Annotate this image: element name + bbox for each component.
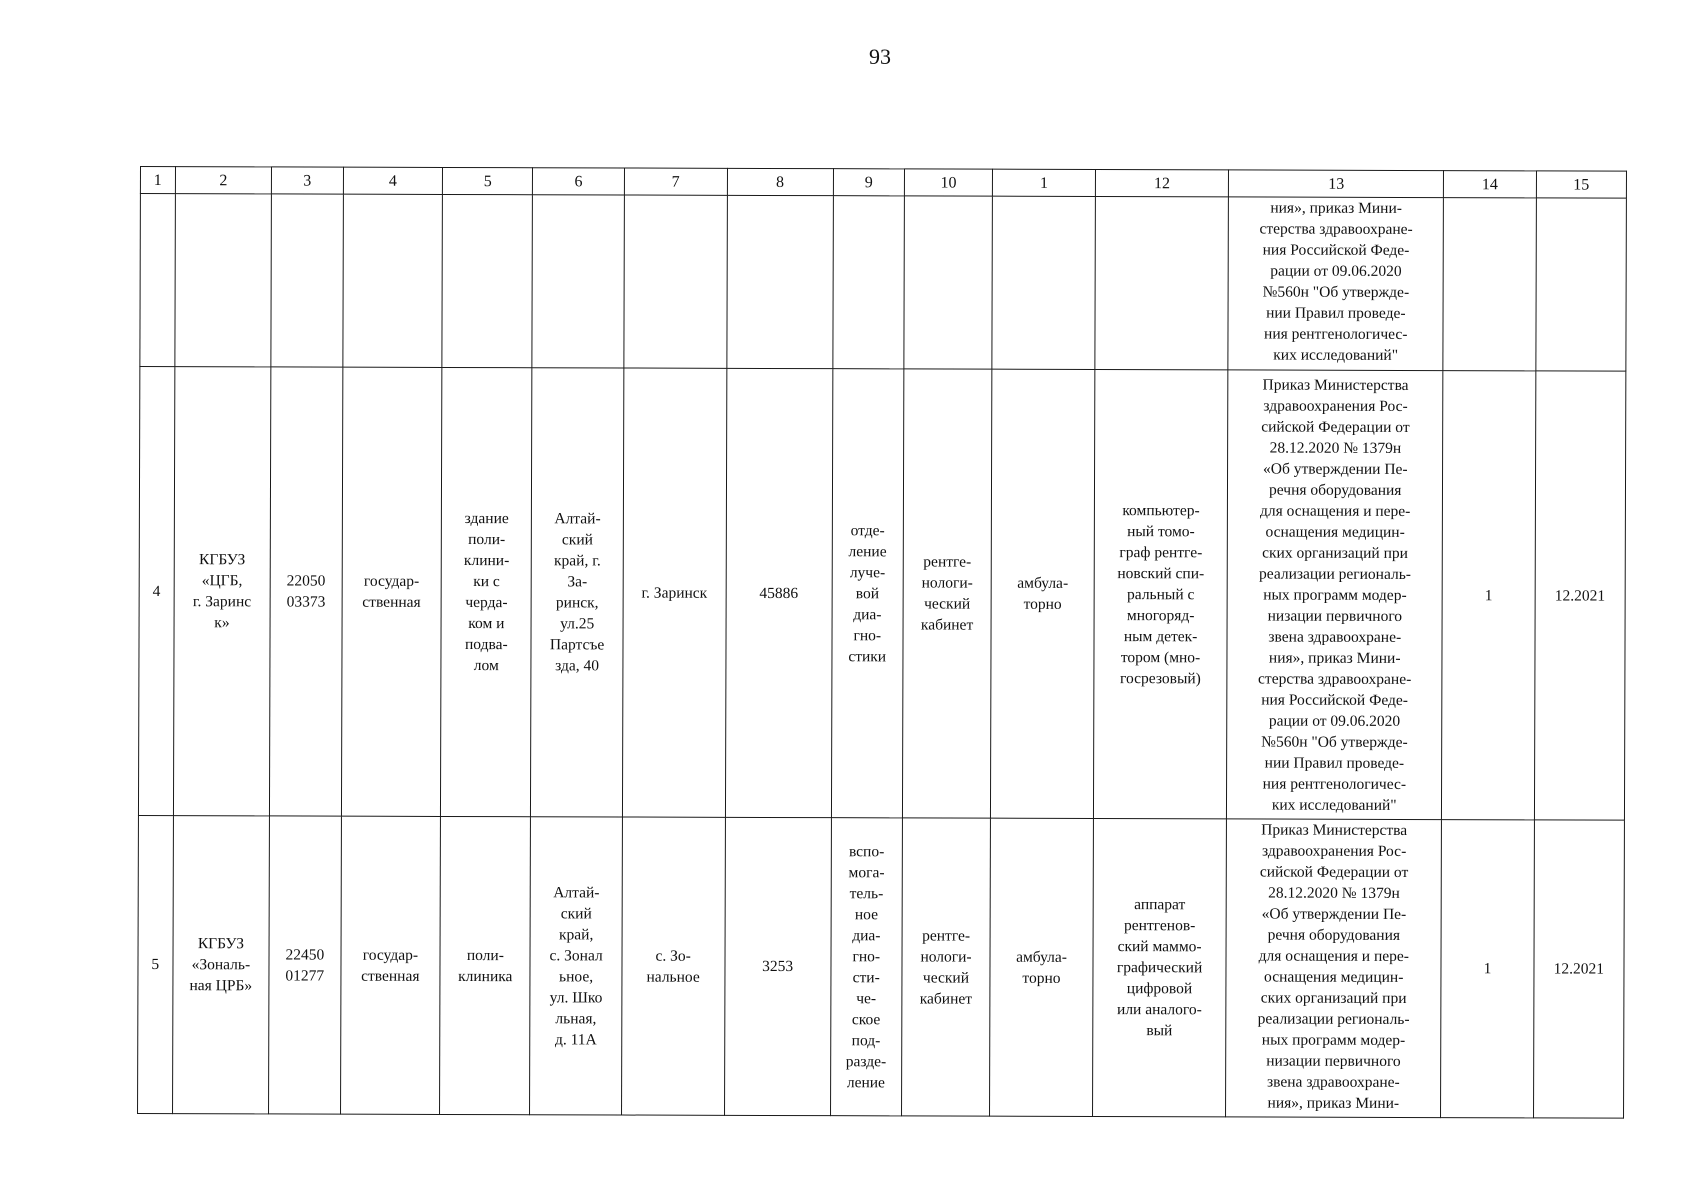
cell-ownership: государ- ственная — [340, 816, 441, 1114]
cell-quantity: 1 — [1442, 371, 1536, 820]
cell-locality: г. Заринск — [622, 368, 726, 817]
cell-population: 3253 — [724, 817, 831, 1115]
cell-code — [271, 194, 343, 367]
column-header: 8 — [727, 168, 833, 195]
column-header: 15 — [1536, 171, 1626, 198]
cell-regulation: Приказ Министерства здравоохранения Рос- сийской Федерации от 28.12.2020 № 1379н «Об утверждении Пе- речня оборудования для оснащения и пере- оснащения медицин- ских организаций при реализации региональ- ных программ модер- низации первичного звена здравоохране- ния», приказ Мини- — [1226, 819, 1442, 1118]
column-header: 9 — [833, 169, 904, 196]
cell-number: 4 — [138, 367, 174, 816]
column-header: 1 — [140, 167, 175, 194]
cell-room: рентге- нологи- ческий кабинет — [901, 818, 990, 1116]
cell-locality: с. Зо- нальное — [621, 817, 725, 1115]
cell-department: отде- ление луче- вой диа- гно- стики — [831, 369, 904, 818]
cell-number — [140, 194, 175, 367]
cell-equipment: аппарат рентгенов- ский маммо- графический цифровой или аналого- вый — [1092, 818, 1226, 1116]
cell-ownership — [342, 194, 442, 367]
cell-address: Алтай- ский край, с. Зонал ьное, ул. Шко льная, д. 11А — [530, 817, 622, 1115]
column-header: 5 — [443, 167, 533, 194]
cell-building — [442, 194, 533, 367]
cell-equipment — [1095, 197, 1229, 370]
cell-department: вспо- мога- тель- ное диа- гно- сти- че- ское под- разде- ление — [830, 818, 902, 1116]
cell-date: 12.2021 — [1533, 820, 1624, 1118]
cell-building: здание поли- клини- ки с черда- ком и подва- лом — [441, 367, 533, 816]
cell-care-type: амбула- торно — [990, 818, 1094, 1116]
column-header: 12 — [1095, 170, 1228, 197]
column-header: 2 — [175, 167, 272, 194]
cell-address: Алтай- ский край, г. За- ринск, ул.25 Партсъе зда, 40 — [531, 368, 624, 817]
column-header: 3 — [272, 167, 343, 194]
cell-ownership: государ- ственная — [341, 367, 442, 816]
cell-population — [726, 195, 833, 368]
cell-locality — [624, 195, 727, 368]
cell-department — [832, 196, 904, 369]
cell-number: 5 — [138, 815, 174, 1113]
table-row-continuation — [140, 194, 1627, 372]
cell-organization: КГБУЗ «Зональ- ная ЦРБ» — [172, 816, 269, 1114]
cell-code: 22450 01277 — [269, 816, 341, 1114]
cell-care-type: амбула- торно — [991, 369, 1095, 818]
cell-date — [1536, 198, 1627, 371]
cell-room: рентге- нологи- ческий кабинет — [902, 369, 992, 818]
cell-code: 22050 03373 — [270, 367, 343, 816]
column-header: 13 — [1229, 170, 1444, 198]
cell-regulation: Приказ Министерства здравоохранения Рос- сийской Федерации от 28.12.2020 № 1379н «Об утверждении Пе- речня оборудования для оснащения и пере- оснащения медицин- ских организаций при реализации региональ- ных программ модер- низации первичного звена здравоохране- ния», приказ Мини- стерства здравоохране- ния Российской Феде- рации от 09.06.2020 №560н "Об утвержде- нии Правил проведе- ния рентгенологичес- ких исследований" — [1227, 370, 1444, 820]
column-header: 4 — [343, 167, 443, 194]
cell-regulation: ния», приказ Мини- стерства здравоохране- ния Российской Феде- рации от 09.06.2020 №560н "Об утвержде- нии Правил проведе- ния рентгенологичес- ких исследований" — [1228, 197, 1444, 371]
cell-quantity — [1443, 198, 1536, 371]
column-header: 14 — [1444, 171, 1536, 198]
cell-organization: КГБУЗ «ЦГБ, г. Заринс к» — [173, 367, 271, 816]
equipment-table — [137, 166, 1627, 1119]
table-row — [138, 815, 1625, 1118]
column-header: 7 — [624, 168, 727, 195]
cell-date: 12.2021 — [1534, 371, 1626, 820]
table-row — [138, 367, 1625, 821]
cell-care-type — [992, 196, 1095, 369]
cell-quantity: 1 — [1441, 820, 1534, 1118]
column-header: 1 — [993, 169, 1096, 196]
page-number: 93 — [869, 44, 891, 69]
cell-population: 45886 — [725, 368, 832, 817]
cell-building: поли- клиника — [440, 816, 531, 1114]
cell-address — [532, 195, 624, 368]
cell-equipment: компьютер- ный томо- граф рентге- новский спи- ральный с многоряд- ным детек- тором (мно- госрезовый) — [1093, 370, 1228, 819]
cell-room — [904, 196, 993, 369]
column-header: 10 — [904, 169, 992, 196]
cell-organization — [174, 194, 271, 367]
column-header: 6 — [533, 168, 624, 195]
